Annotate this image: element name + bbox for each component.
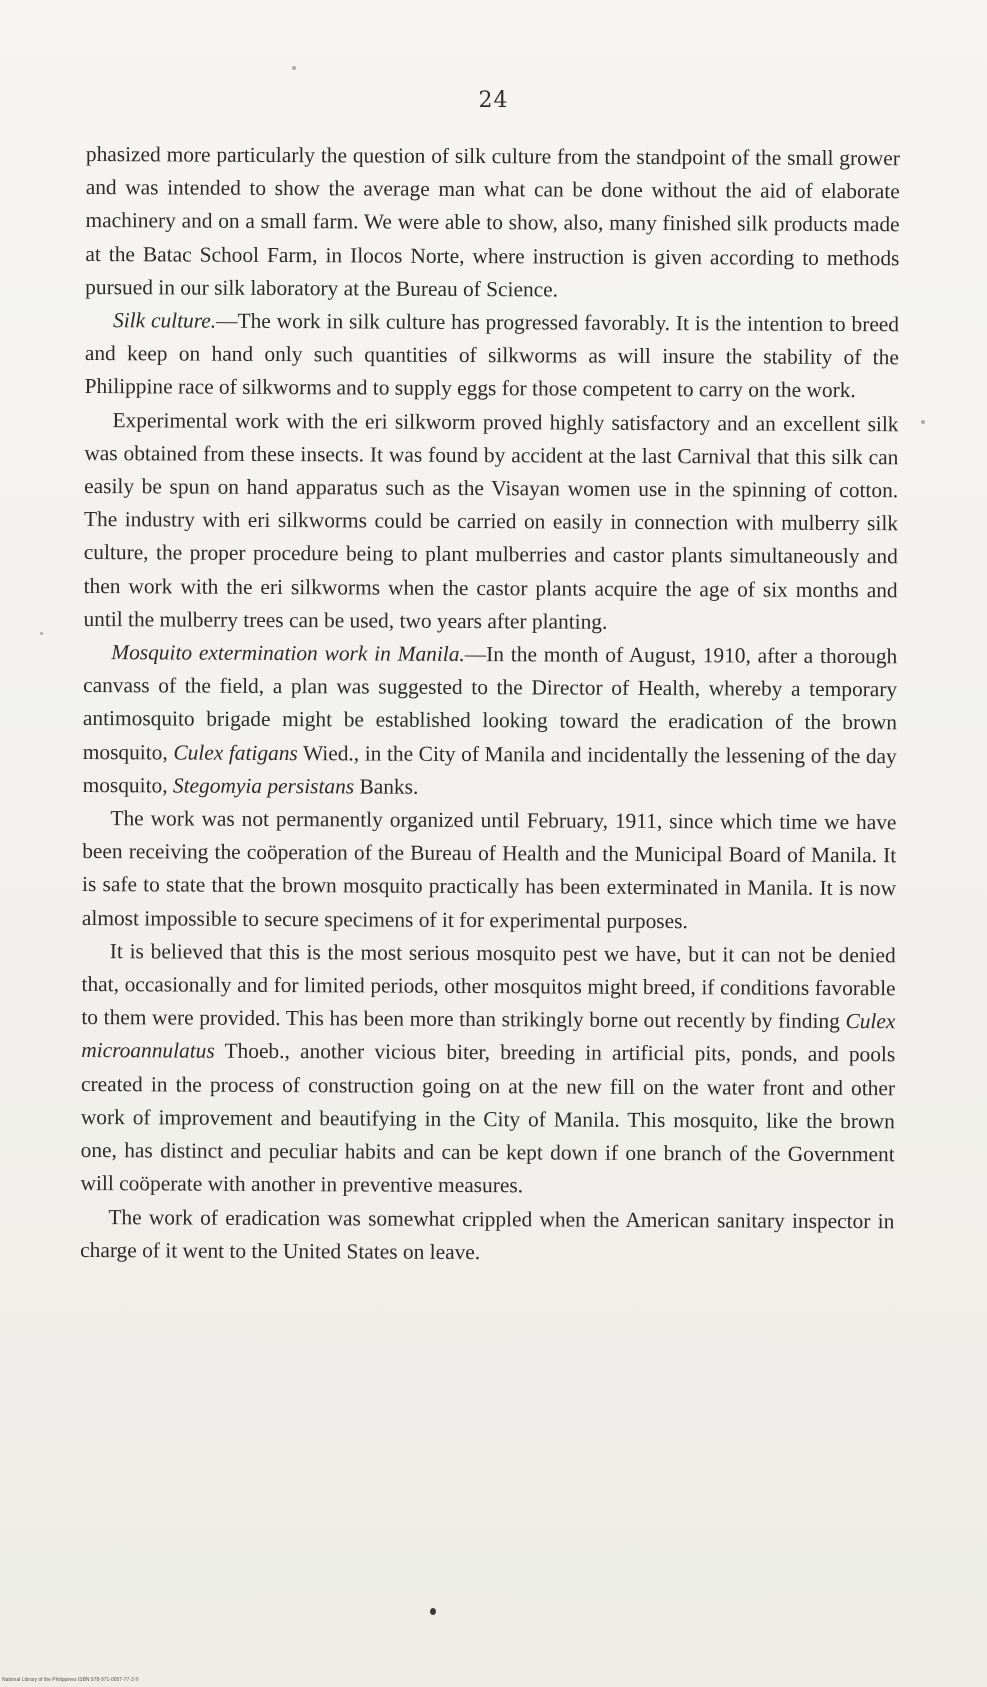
species-stegomyia-persistans: Stegomyia persistans	[172, 773, 355, 799]
species-culex-fatigans: Culex fatigans	[173, 740, 298, 765]
footer-ink-dot	[430, 1608, 436, 1615]
paragraph-3-text: Experimental work with the eri silkworm proved highly satisfactory and an excellent silk was obtained from these insects. It was found by accident at the last Carnival that this silk can easily be spun on hand apparatus such as the Visayan women use in the spinning of cotton. The industry with eri silkworms could be carried on easily in connection with mulberry silk culture, the proper procedure being to plant mulberries and castor plants simultaneously and then work with the eri silkworms when the castor plants acquire the age of six months and until the mulberry trees can be used, two years after planting.	[83, 407, 899, 634]
section-heading-silk-culture: Silk culture.	[112, 308, 217, 333]
paragraph-4-text-1: —In the month of August, 1910, after a thorough canvass of the field, a plan was suggested to the Director of Health, whereby a temporary antimosquito brigade might be established looking toward the eradication of the brown mosquito,	[82, 642, 898, 765]
paragraph-7-text: The work of eradication was somewhat crippled when the American sanitary inspector in charge of it went to the United States on leave.	[80, 1204, 895, 1264]
paragraph-4-text-2: Wied., in the City of Manila and incidentally the lessening of the day mosquito,	[82, 740, 897, 798]
paragraph-1	[85, 138, 900, 308]
page-number: 24	[478, 88, 509, 113]
paragraph-6-text-1: It is believed that this is the most serious mosquito pest we have, but it can not be denied that, occasionally and for limited periods, other mosquitos might breed, if conditions favorable to them were provided. This has been more than strikingly borne out recently by finding	[81, 939, 896, 1034]
paragraph-1-text: phasized more particularly the question of silk culture from the standpoint of the small grower and was intended to show the average man what can be done without the aid of elaborate machinery and on a small farm. We were able to show, also, many finished silk products made at the Batac School Farm, in Ilocos Norte, where instruction is given according to methods pursued in our silk laboratory at the Bureau of Science.	[85, 141, 900, 302]
paragraph-eradication	[80, 1200, 894, 1271]
paragraph-6-text-2: Thoeb., another vicious biter, breeding in artificial pits, ponds, and pools created in the process of construction going on at the new fill on the water front and other work of improvement and beautifying in the City of Manila. This mosquito, like the brown one, has distinct and peculiar habits and can be kept down if one branch of the Government will coöperate with another in preventive measures.	[80, 1039, 896, 1198]
paragraph-eri-silkworm	[83, 404, 898, 641]
section-heading-mosquito: Mosquito extermination work in Manila.	[111, 640, 465, 667]
scan-speck	[40, 632, 43, 635]
paragraph-4-text-3: Banks.	[354, 774, 419, 799]
paragraph-2-text: —The work in silk culture has progressed favorably. It is the intention to breed and keep on hand only such quantities of silkworms as will insure the stability of the Philippine race of silkworms and to supply eggs for those competent to carry on the work.	[84, 308, 900, 403]
scan-speck	[292, 66, 296, 70]
paragraph-silk-culture	[85, 304, 900, 408]
paragraph-serious-pest	[80, 935, 895, 1205]
species-culex-microannulatus: Culex microannulatus	[81, 1009, 896, 1064]
paragraph-5-text: The work was not permanently organized until February, 1911, since which time we have been receiving the coöperation of the Bureau of Health and the Municipal Board of Manila. It is safe to state that the brown mosquito practically has been exterminated in Manila. It is now almost impossible to secure specimens of it for experimental purposes.	[81, 806, 897, 933]
scan-footer-credit: National Library of the Philippines ISBN 978-971-0057-77-3 ©	[2, 1677, 139, 1683]
paragraph-organization	[82, 802, 897, 939]
paragraph-mosquito-extermination	[83, 636, 898, 806]
body-text	[80, 138, 900, 1271]
scan-speck	[921, 420, 925, 424]
